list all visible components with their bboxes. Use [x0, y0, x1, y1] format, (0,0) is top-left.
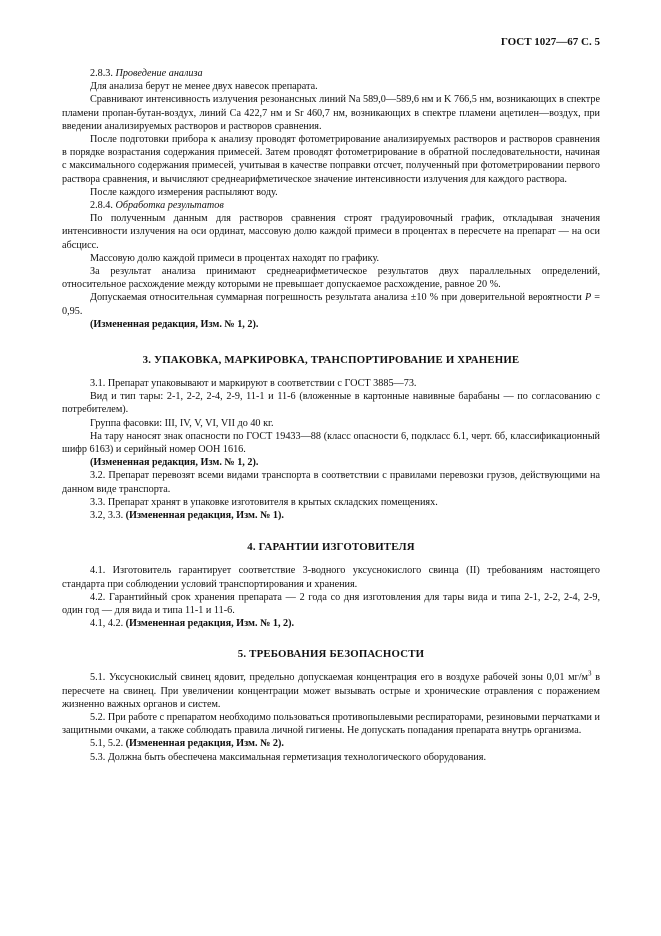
section-number: 2.8.3.	[90, 68, 113, 79]
paragraph: 5.1. Уксуснокислый свинец ядовит, предельно допускаемая концентрация его в воздухе рабочей зоны 0,01 $мг/м^3$ в пересчете на свинец. При увеличении концентрации может вызывать острые и хронические отравления с поражением жизненно важных органов и систем.	[62, 669, 601, 710]
edit-note: 3.2, 3.3. (Измененная редакция, Изм. № 1).	[90, 510, 284, 522]
paragraph: После каждого измерения распыляют воду.	[90, 186, 278, 198]
paragraph: Группа фасовки: III, IV, V, VI, VII до 40 кг.	[90, 417, 274, 429]
edit-note: (Измененная редакция, Изм. № 1, 2).	[90, 457, 259, 469]
section-2-8-4-heading	[62, 199, 600, 212]
paragraph: 3.2. Препарат перевозят всеми видами транспорта в соответствии с правилами перевозки грузов, действующими на данном виде транспорта.	[62, 470, 600, 495]
page-header: ГОСТ 1027—67 С. 5	[500, 36, 600, 48]
section-2-8-3-heading	[62, 67, 600, 80]
paragraph: Массовую долю каждой примеси в процентах находят по графику.	[90, 252, 380, 264]
paragraph: 3.1. Препарат упаковывают и маркируют в соответствии с ГОСТ 3885—73.	[90, 378, 417, 390]
section-number: 2.8.4.	[90, 200, 113, 212]
paragraph: 5.3. Должна быть обеспечена максимальная герметизация технологического оборудования.	[90, 751, 486, 763]
document-page	[62, 36, 600, 764]
paragraph: Для анализа берут не менее двух навесок препарата.	[90, 81, 318, 93]
paragraph: 4.2. Гарантийный срок хранения препарата — 2 года со дня изготовления для тары вида и типа 2-1, 2-2, 2-4, 2-9, один год — для вида и типа 11-1 и 11-6.	[62, 591, 600, 616]
paragraph: 3.3. Препарат хранят в упаковке изготовителя в крытых складских помещениях.	[90, 496, 438, 508]
section-4-title: 4. ГАРАНТИИ ИЗГОТОВИТЕЛЯ	[247, 541, 415, 554]
paragraph: Сравнивают интенсивность излучения резонансных линий Na 589,0—589,6 нм и K 766,5 нм, возникающих в спектре пламени пропан-бутан-воздух, линий Ca 422,7 нм и Sr 460,7 нм, возникающих в спектре пламени ацетилен—воздух, при введении анализируемых растворов и растворов сравнения.	[62, 94, 600, 132]
edit-note: 5.1, 5.2. (Измененная редакция, Изм. № 2).	[90, 738, 284, 750]
paragraph: Вид и тип тары: 2-1, 2-2, 2-4, 2-9, 11-1 и 11-6 (вложенные в картонные навивные барабаны — по согласованию с потребителем).	[62, 391, 600, 416]
paragraph: 5.2. При работе с препаратом необходимо пользоваться противопылевыми респираторами, резиновыми перчатками и защитными очками, а также соблюдать правила личной гигиены. Не допускать попадания препарата внутрь организма.	[62, 711, 600, 737]
paragraph: На тару наносят знак опасности по ГОСТ 19433—88 (класс опасности 6, подкласс 6.1, черт. 6б, классификационный шифр 6163) и серийный номер ООН 1616.	[62, 430, 600, 456]
paragraph: После подготовки прибора к анализу проводят фотометрирование анализируемых растворов и растворов сравнения в порядке возрастания содержания примесей. Затем проводят фотометрирование в обратной последовательности, начиная с максимального содержания примесей, учитывая в качестве поправки отсчет, полученный при фотометрировании первого раствора сравнения, и вычисляют среднеарифметическое значение интенсивности излучения для каждого раствора.	[62, 134, 600, 185]
paragraph: По полученным данным для растворов сравнения строят градуировочный график, откладывая значения интенсивности излучения на оси ординат, массовую долю каждой примеси в процентах в пересчете на препарат — на оси абсцисс.	[62, 213, 600, 251]
edit-note: (Измененная редакция, Изм. № 1, 2).	[90, 318, 259, 330]
section-title: Проведение анализа	[115, 68, 203, 79]
edit-note: 4.1, 4.2. (Измененная редакция, Изм. № 1, 2).	[90, 618, 295, 630]
paragraph: За результат анализа принимают среднеарифметическое результатов двух параллельных определений, относительное расхождение между которыми не превышает допускаемое расхождение, равное 20 %.	[62, 266, 600, 291]
paragraph: 4.1. Изготовитель гарантирует соответствие 3-водного уксуснокислого свинца (II) требованиям настоящего стандарта при соблюдении условий транспортирования и хранения.	[62, 565, 600, 590]
section-3-title: 3. УПАКОВКА, МАРКИРОВКА, ТРАНСПОРТИРОВАНИЕ И ХРАНЕНИЕ	[142, 354, 520, 367]
section-title: Обработка результатов	[115, 200, 224, 212]
section-5-title: 5. ТРЕБОВАНИЯ БЕЗОПАСНОСТИ	[237, 648, 425, 661]
paragraph: Допускаемая относительная суммарная погрешность результата анализа ±10 % при доверительной вероятности P = 0,95.	[62, 292, 601, 317]
